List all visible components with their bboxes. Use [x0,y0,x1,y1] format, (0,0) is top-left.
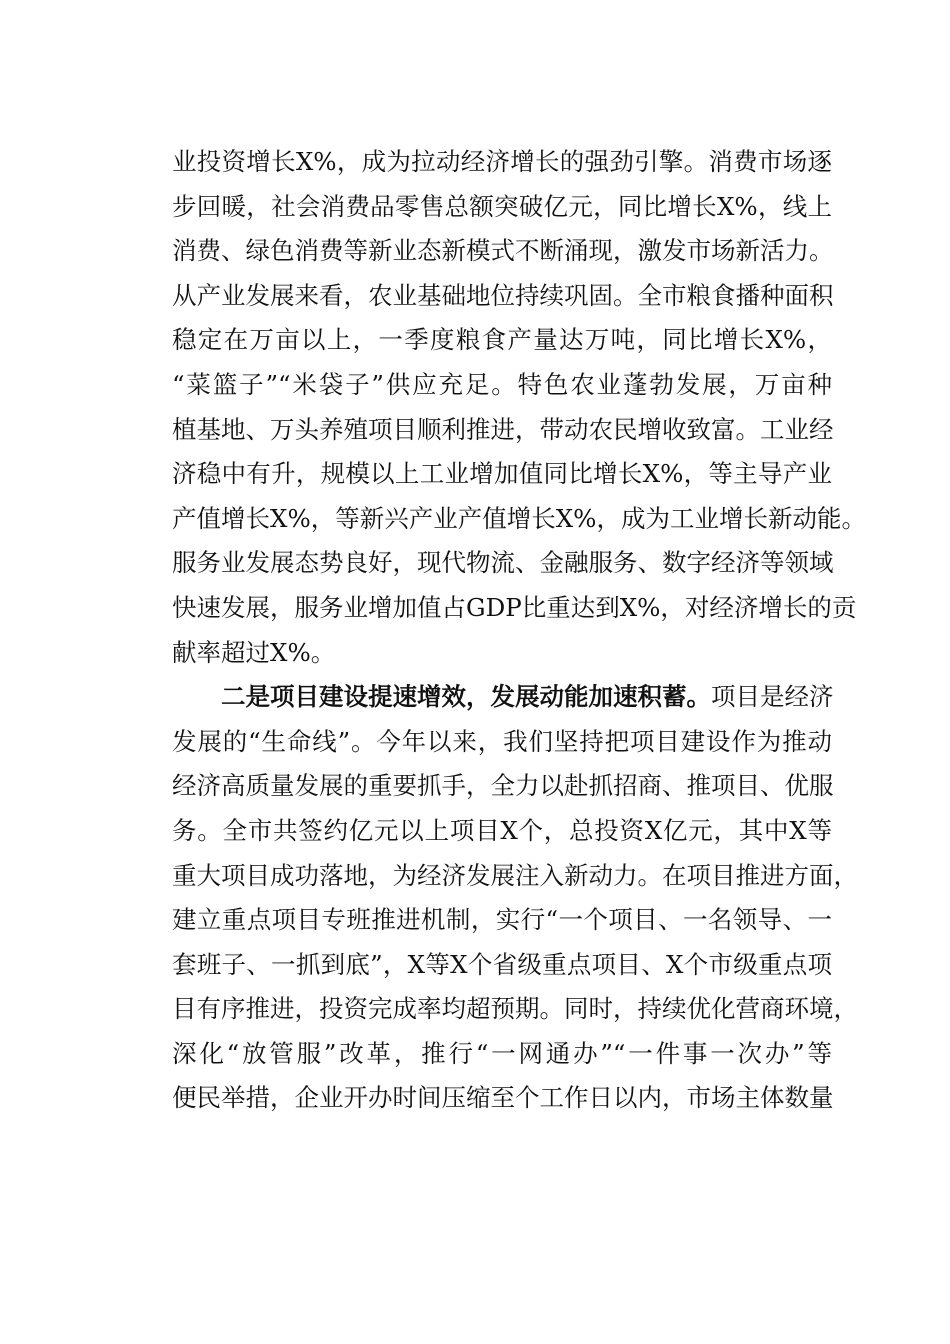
text-line: 重大项目成功落地，为经济发展注入新动力。在项目推进方面， [172,860,858,890]
text-line: 发展的“生命线”。今年以来，我们坚持把项目建设作为推动 [172,726,832,756]
text-line: “菜篮子”“米袋子”供应充足。特色农业蓬勃发展，万亩种 [172,369,832,399]
text-line: 套班子、一抓到底”，X等X个省级重点项目、X个市级重点项 [172,949,832,979]
text-line: 务。全市共签约亿元以上项目X个，总投资X亿元，其中X等 [172,815,832,845]
text-line: 服务业发展态势良好，现代物流、金融服务、数字经济等领域 [172,548,834,578]
text-line: 从产业发展来看，农业基础地位持续巩固。全市粮食播种面积 [172,280,834,310]
text-line: 献率超过X%。 [172,637,336,667]
text-line: 消费、绿色消费等新业态新模式不断涌现，激发市场新活力。 [172,236,834,266]
text-line: 快速发展，服务业增加值占GDP比重达到X%，对经济增长的贡 [172,592,857,622]
paragraph-heading-line [172,675,832,720]
text-line: 经济高质量发展的重要抓手，全力以赴抓招商、推项目、优服 [172,771,834,801]
text-line: 步回暖，社会消费品零售总额突破亿元，同比增长X%，线上 [172,191,832,221]
text-line: 植基地、万头养殖项目顺利推进，带动农民增收致富。工业经 [172,414,834,444]
text-line: 产值增长X%，等新兴产业产值增长X%，成为工业增长新动能。 [172,503,866,533]
document-body [172,140,866,1121]
text-line: 济稳中有升，规模以上工业增加值同比增长X%，等主导产业 [172,459,832,489]
text-line: 建立重点项目专班推进机制，实行“一个项目、一名领导、一 [172,905,832,935]
text-line: 便民举措，企业开办时间压缩至个工作日以内，市场主体数量 [172,1083,834,1113]
text-line: 稳定在万亩以上，一季度粮食产量达万吨，同比增长X%， [172,325,832,355]
text-line: 深化“放管服”改革，推行“一网通办”“一件事一次办”等 [172,1038,832,1068]
paragraph-heading: 二是项目建设提速增效，发展动能加速积蓄。 [221,682,711,712]
paragraph-text: 项目是经济 [711,682,834,712]
text-line: 目有序推进，投资完成率均超预期。同时，持续优化营商环境， [172,994,858,1024]
text-line: 业投资增长X%，成为拉动经济增长的强劲引擎。消费市场逐 [172,147,832,176]
